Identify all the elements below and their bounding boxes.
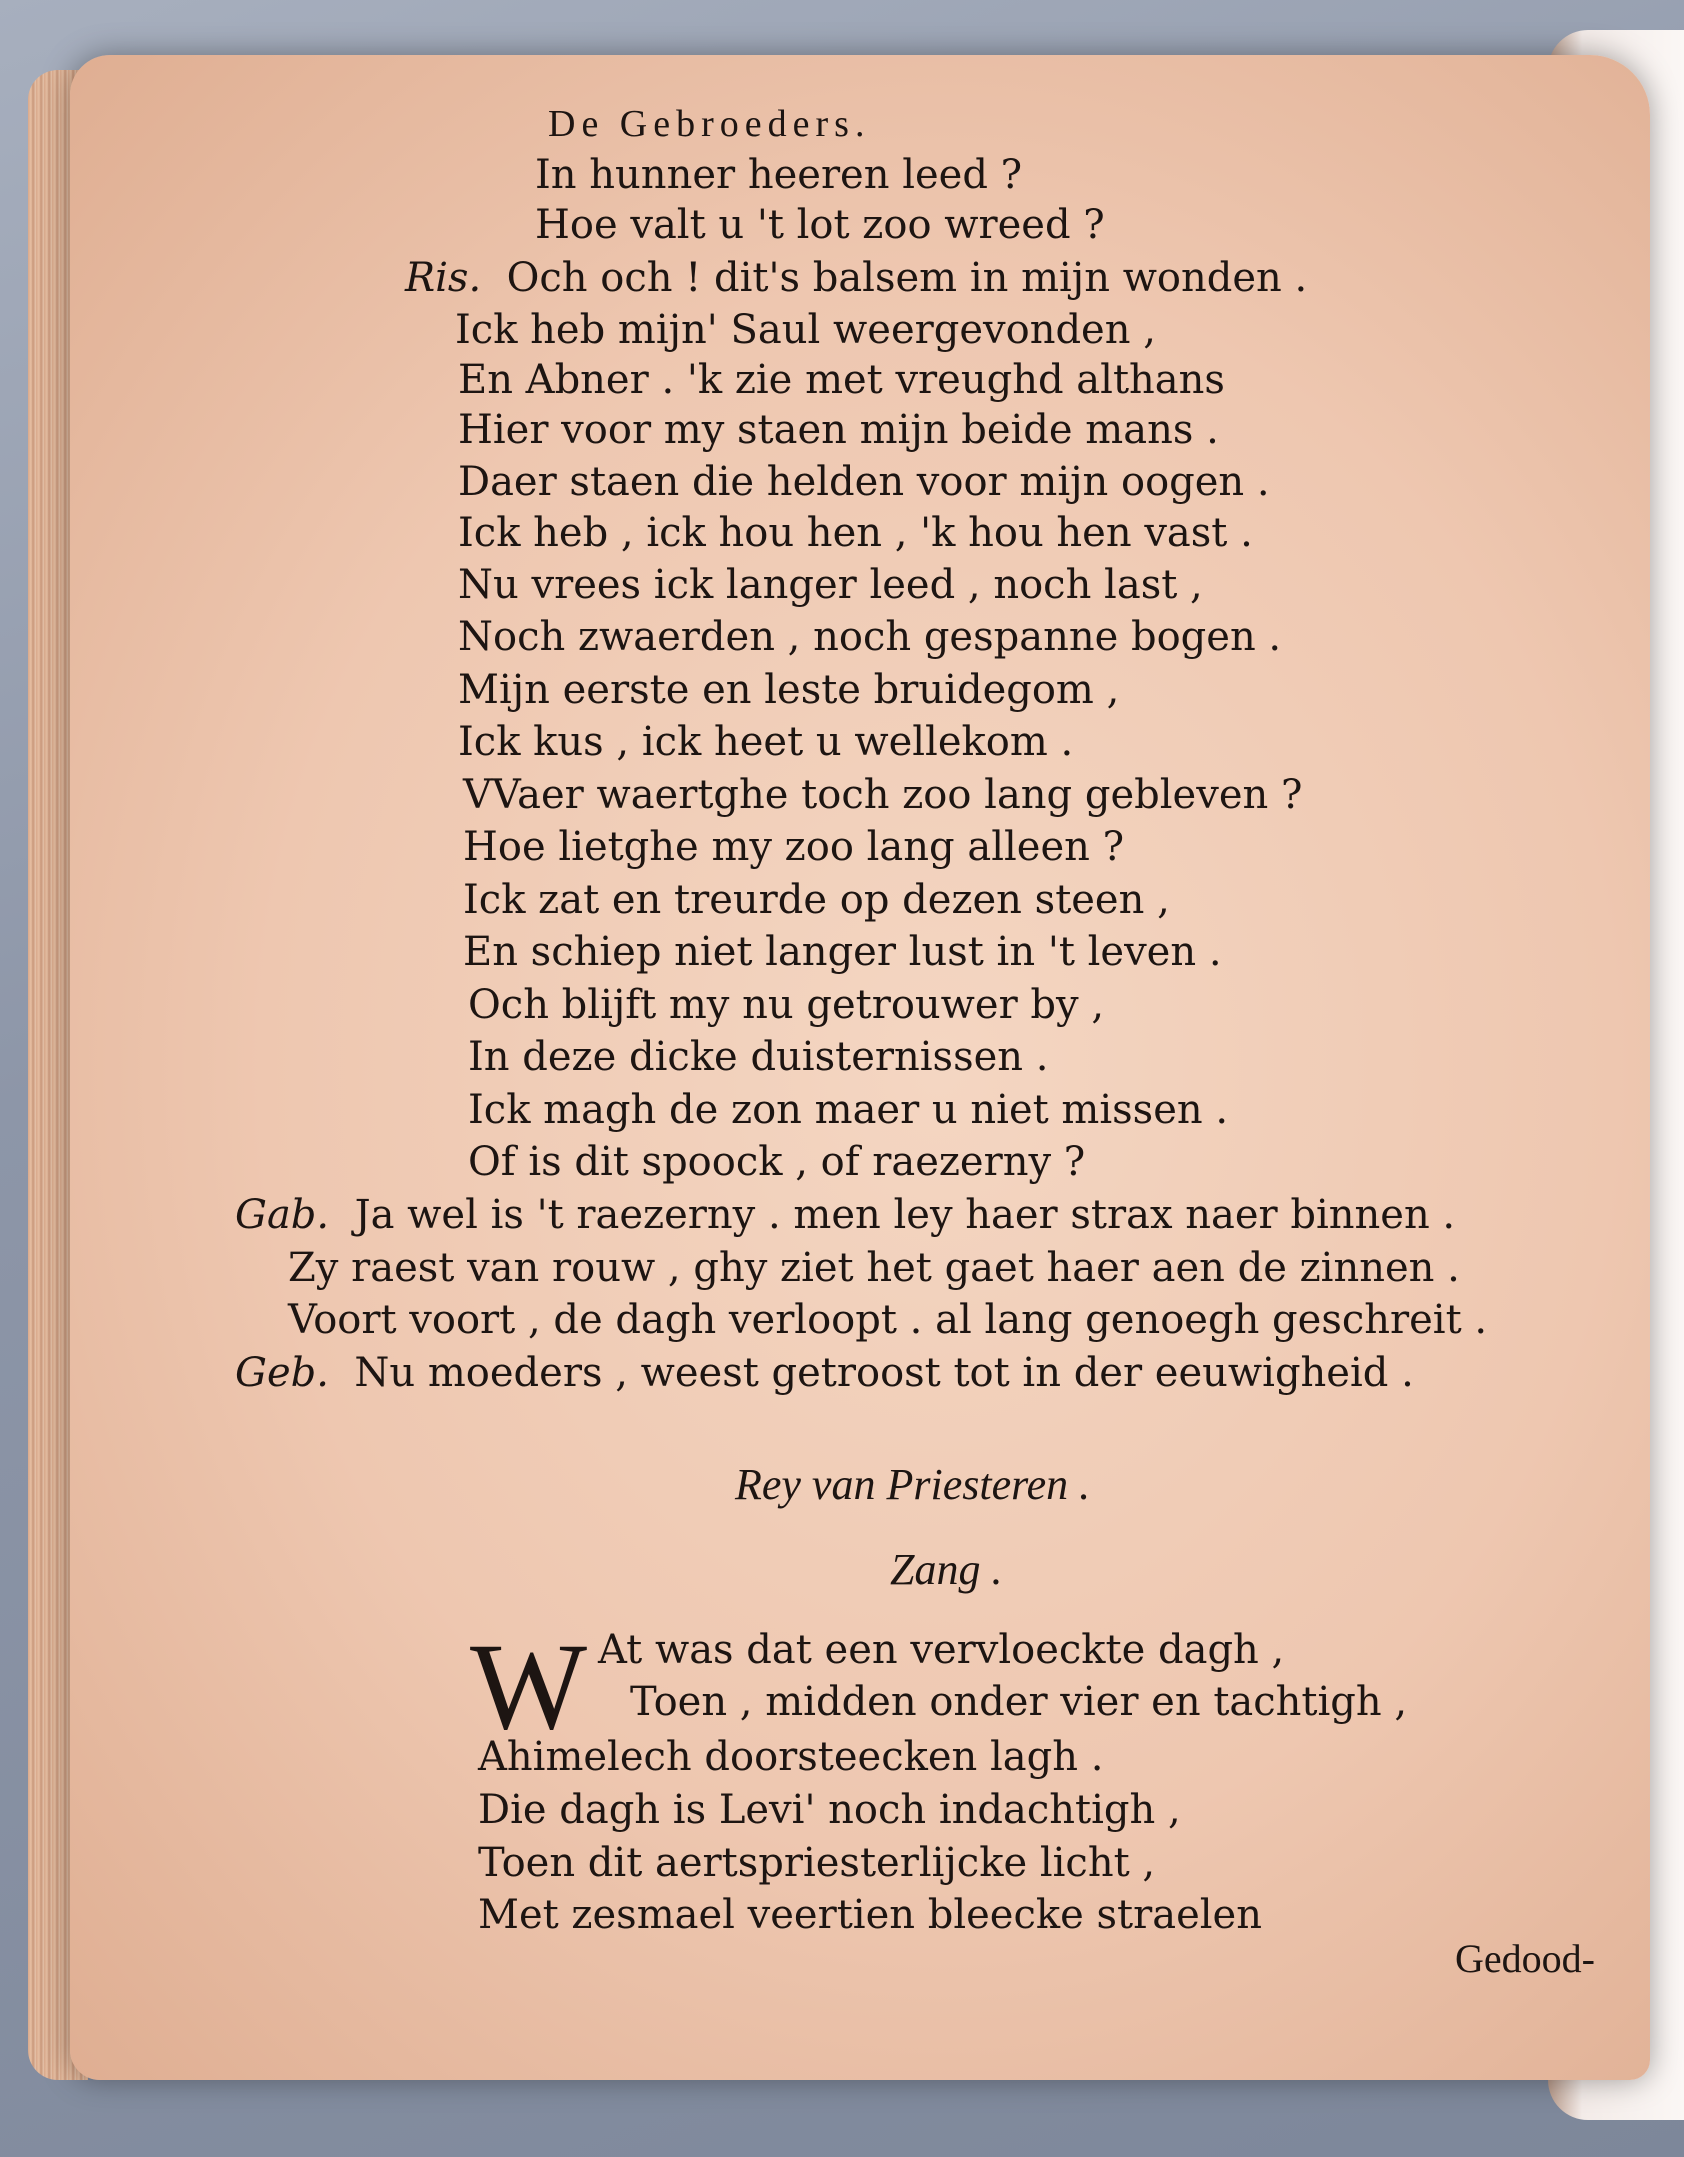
poem-line: Ick heb , ick hou hen , 'k hou hen vast . bbox=[458, 510, 1253, 556]
poem-line: Hoe lietghe my zoo lang alleen ? bbox=[463, 824, 1125, 870]
poem-line: In deze dicke duisternissen . bbox=[468, 1034, 1049, 1080]
poem-line: Hoe valt u 't lot zoo wreed ? bbox=[535, 202, 1105, 248]
speaker-label: Gab. bbox=[235, 1192, 330, 1238]
poem-line: Ris. Och och ! dit's balsem in mijn wonden . bbox=[405, 255, 1308, 301]
poem-line: Mijn eerste en leste bruidegom , bbox=[458, 667, 1120, 713]
poem-line: Of is dit spoock , of raezerny ? bbox=[468, 1139, 1086, 1185]
song-line: Ahimelech doorsteecken lagh . bbox=[478, 1734, 1104, 1780]
poem-line: Noch zwaerden , noch gespanne bogen . bbox=[458, 614, 1282, 660]
poem-line: Och blijft my nu getrouwer by , bbox=[468, 982, 1105, 1028]
poem-line: Ick zat en treurde op dezen steen , bbox=[463, 877, 1170, 923]
poem-line: Ick heb mijn' Saul weergevonden , bbox=[455, 307, 1156, 353]
poem-line: In hunner heeren leed ? bbox=[535, 152, 1023, 198]
catchword: Gedood- bbox=[1455, 1936, 1595, 1981]
song-line: Die dagh is Levi' noch indachtigh , bbox=[478, 1787, 1181, 1833]
poem-line: Ick kus , ick heet u wellekom . bbox=[458, 719, 1074, 765]
poem-line: VVaer waertghe toch zoo lang gebleven ? bbox=[463, 772, 1303, 818]
song-heading: Zang . bbox=[890, 1545, 1003, 1594]
poem-line: Gab. Ja wel is 't raezerny . men ley haer strax naer binnen . bbox=[235, 1192, 1456, 1238]
speaker-label: Geb. bbox=[235, 1350, 329, 1396]
poem-line: Zy raest van rouw , ghy ziet het gaet haer aen de zinnen . bbox=[288, 1245, 1460, 1291]
poem-line: Voort voort , de dagh verloopt . al lang genoegh geschreit . bbox=[288, 1297, 1488, 1343]
poem-line: Geb. Nu moeders , weest getroost tot in der eeuwigheid . bbox=[235, 1350, 1414, 1396]
poem-line: En Abner . 'k zie met vreughd althans bbox=[458, 357, 1225, 403]
chorus-heading: Rey van Priesteren . bbox=[735, 1460, 1091, 1509]
song-line: At was dat een vervloeckte dagh , bbox=[598, 1627, 1285, 1673]
song-line: Met zesmael veertien bleecke straelen bbox=[478, 1892, 1262, 1938]
poem-line: En schiep niet langer lust in 't leven . bbox=[463, 929, 1222, 975]
drop-cap: W bbox=[470, 1618, 588, 1755]
poem-line: Daer staen die helden voor mijn oogen . bbox=[458, 459, 1270, 505]
song-line: Toen , midden onder vier en tachtigh , bbox=[630, 1679, 1408, 1725]
poem-line: Nu vrees ick langer leed , noch last , bbox=[458, 562, 1203, 608]
poem-line: Hier voor my staen mijn beide mans . bbox=[458, 407, 1219, 453]
poem-line: Ick magh de zon maer u niet missen . bbox=[468, 1087, 1229, 1133]
running-header: De Gebroeders. bbox=[548, 103, 871, 145]
song-line: Toen dit aertspriesterlijcke licht , bbox=[478, 1840, 1156, 1886]
speaker-label: Ris. bbox=[405, 255, 482, 301]
